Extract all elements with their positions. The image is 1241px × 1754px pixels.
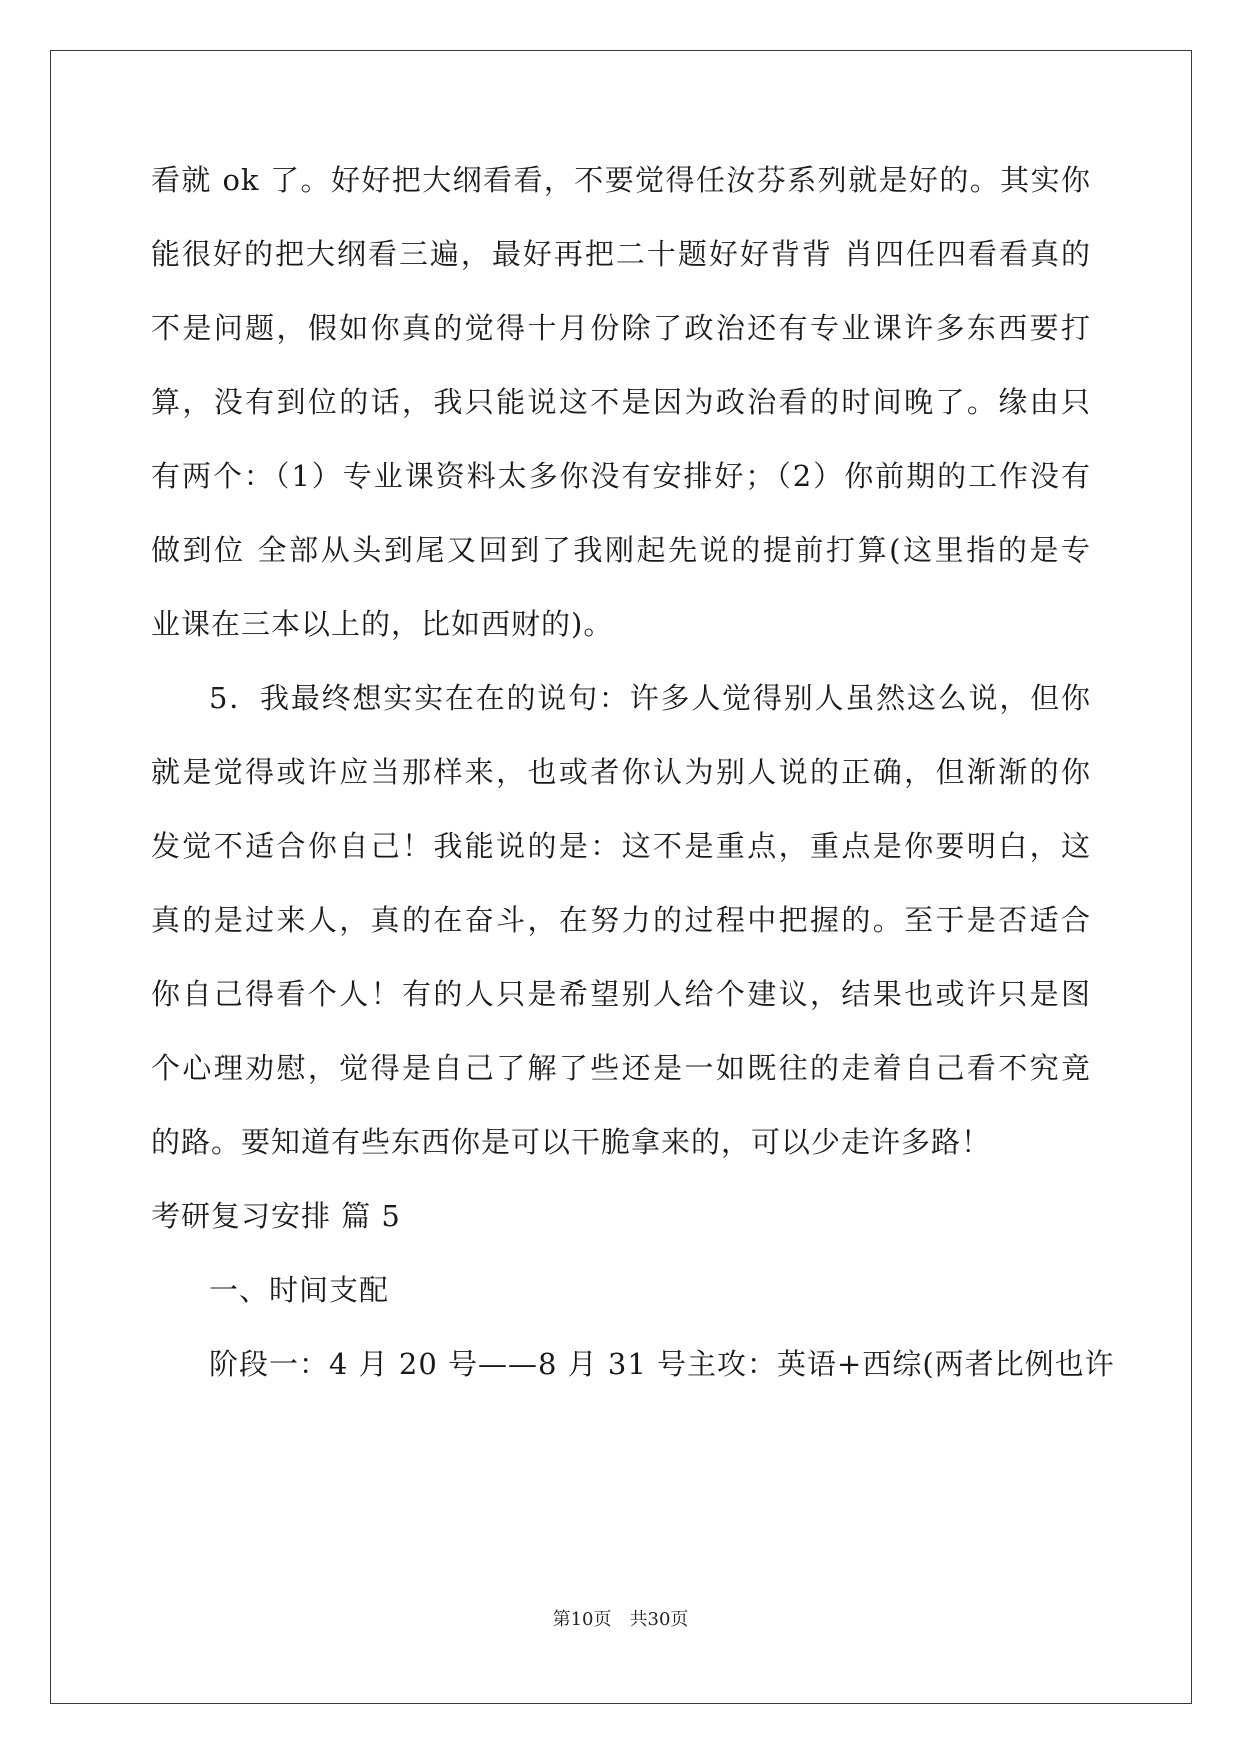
page-border [50, 50, 1192, 1704]
text-line: 你自己得看个人！有的人只是希望别人给个建议，结果也或许只是图 [151, 977, 1091, 1011]
page-number: 第10页 [552, 1609, 612, 1630]
text-line: 发觉不适合你自己！我能说的是：这不是重点，重点是你要明白，这 [151, 829, 1091, 863]
paragraph-start-line: 5．我最终想实实在在的说句：许多人觉得别人虽然这么说，但你 [209, 681, 1091, 715]
paragraph-start-line: 阶段一：4 月 20 号——8 月 31 号主攻：英语+西综(两者比例也许 [209, 1347, 1115, 1381]
text-line: 做到位 全部从头到尾又回到了我刚起先说的提前打算(这里指的是专 [151, 533, 1091, 567]
text-line: 就是觉得或许应当那样来，也或者你认为别人说的正确，但渐渐的你 [151, 755, 1091, 789]
text-line: 看就 ok 了。好好把大纲看看，不要觉得任汝芬系列就是好的。其实你 [151, 163, 1091, 197]
text-line: 个心理劝慰，觉得是自己了解了些还是一如既往的走着自己看不究竟 [151, 1051, 1091, 1085]
section-heading: 考研复习安排 篇 5 [151, 1199, 401, 1233]
text-line: 的路。要知道有些东西你是可以干脆拿来的，可以少走许多路！ [151, 1125, 992, 1159]
text-line: 业课在三本以上的，比如西财的)。 [151, 607, 614, 641]
text-line: 算，没有到位的话，我只能说这不是因为政治看的时间晚了。缘由只 [151, 385, 1091, 419]
text-line: 不是问题，假如你真的觉得十月份除了政治还有专业课许多东西要打 [151, 311, 1091, 345]
text-line: 有两个：（1）专业课资料太多你没有安排好；（2）你前期的工作没有 [151, 459, 1091, 493]
text-line: 真的是过来人，真的在奋斗，在努力的过程中把握的。至于是否适合 [151, 903, 1091, 937]
page-total: 共30页 [629, 1609, 689, 1630]
subsection-heading: 一、时间支配 [209, 1273, 390, 1307]
page-footer [0, 1605, 1241, 1631]
text-line: 能很好的把大纲看三遍，最好再把二十题好好背背 肖四任四看看真的 [151, 237, 1091, 271]
